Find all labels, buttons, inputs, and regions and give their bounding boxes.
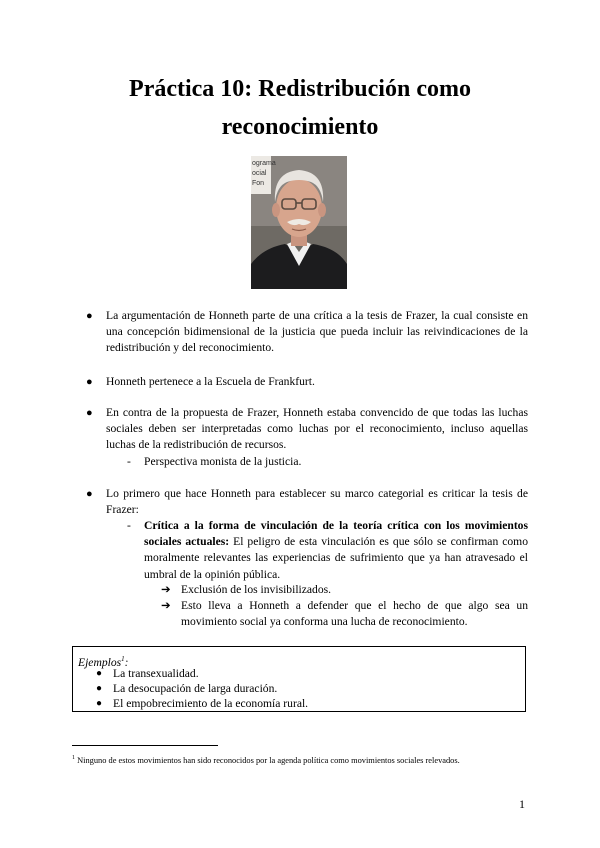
bullet-item (86, 486, 528, 518)
examples-box (72, 646, 526, 712)
bullet-item (86, 308, 528, 357)
examples-item (96, 681, 278, 697)
arrow-item (161, 582, 528, 598)
examples-item (96, 666, 199, 682)
bullet-text: En contra de la propuesta de Frazer, Honneth estaba convencido de que todas las luchas sociales deben ser interpretadas como luchas por el reconocimiento, incluso aquellas luchas de la redistribución de recursos. (106, 406, 528, 452)
dash-item (127, 518, 528, 583)
arrow-icon: ➔ (161, 583, 171, 596)
title-line-2: reconocimiento (221, 114, 379, 140)
dash-item (127, 454, 528, 470)
footnote-text: Ninguno de estos movimientos han sido reconocidos por la agenda política como movimientos sociales relevados. (75, 755, 460, 765)
dash-icon: - (127, 455, 131, 468)
footnote-number: 1 (72, 755, 75, 761)
examples-title-suffix: : (124, 655, 129, 669)
bullet-item (86, 374, 528, 390)
bullet-item (86, 405, 528, 454)
examples-item-text: La desocupación de larga duración. (113, 682, 278, 695)
sign-text-3: Fon (252, 180, 265, 187)
bullet-text: Honneth pertenece a la Escuela de Frankfurt. (106, 375, 315, 388)
title-line-1: Práctica 10: Redistribución como (129, 76, 471, 102)
portrait-photo (251, 156, 347, 289)
arrow-icon: ➔ (161, 599, 171, 612)
examples-item-text: La transexualidad. (113, 667, 199, 680)
bullet-icon: ● (96, 698, 103, 709)
bullet-icon: ● (86, 310, 93, 322)
bullet-icon: ● (86, 376, 93, 388)
arrow-text: Exclusión de los invisibilizados. (181, 583, 332, 596)
bullet-icon: ● (86, 407, 93, 419)
arrow-item (161, 598, 528, 630)
bullet-icon: ● (96, 668, 103, 679)
page-number: 1 (519, 797, 525, 811)
bullet-text: Lo primero que hace Honneth para establecer su marco categorial es criticar la tesis de Frazer: (106, 487, 528, 517)
dash-text: El peligro de esta vinculación es que sólo se confirman como moralmente relevantes las experiencias de sufrimiento que ya han atravesado el umbral de la opinión pública. (144, 535, 528, 581)
dash-text: Perspectiva monista de la justicia. (144, 455, 302, 468)
bullet-text: La argumentación de Honneth parte de una crítica a la tesis de Frazer, la cual consiste en una concepción bidimensional de la justicia que pueda incluir las reivindicaciones de la redistribución y del reconocimiento. (106, 309, 528, 355)
bullet-icon: ● (86, 488, 93, 500)
examples-item (96, 696, 309, 712)
footnote (72, 752, 512, 767)
page-title (60, 70, 540, 146)
examples-item-text: El empobrecimiento de la economía rural. (113, 697, 309, 710)
dash-bold-text: Crítica a la forma de vinculación de la teoría crítica con los movimientos sociales actuales: (144, 519, 528, 549)
examples-title-text: Ejemplos (78, 655, 122, 669)
arrow-text: Esto lleva a Honneth a defender que el hecho de que algo sea un movimiento social ya conforma una lucha de reconocimiento. (181, 599, 528, 629)
sign-text-1: ograma (252, 160, 276, 167)
bullet-icon: ● (96, 683, 103, 694)
dash-icon: - (127, 519, 131, 532)
footnote-ref[interactable]: 1 (121, 655, 125, 663)
sign-text-2: ocial (252, 170, 267, 177)
footnote-divider (72, 745, 218, 746)
